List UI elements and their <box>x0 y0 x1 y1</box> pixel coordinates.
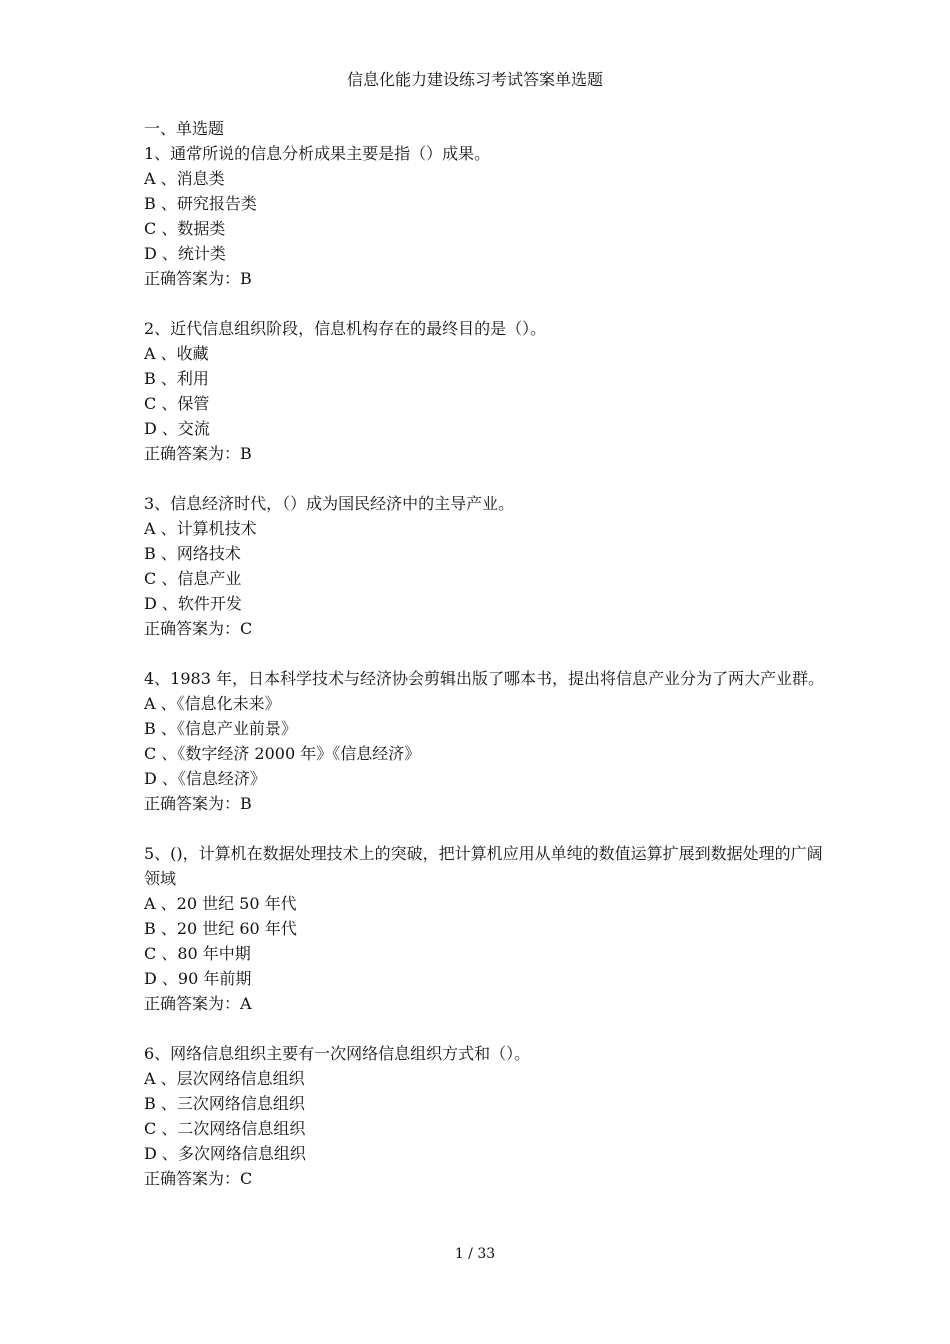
question-text: 3、信息经济时代，（）成为国民经济中的主导产业。 <box>144 494 515 513</box>
answer-text: 正确答案为：C <box>144 619 253 638</box>
option-c: C 、保管 <box>144 394 210 413</box>
page-number: 1 / 33 <box>454 1246 496 1262</box>
question-text: 5、()，计算机在数据处理技术上的突破，把计算机应用从单纯的数值运算扩展到数据处理的广阔领域 <box>144 844 823 888</box>
question-5 <box>144 841 824 1016</box>
document-body <box>144 116 824 1216</box>
option-b: B 、《信息产业前景》 <box>144 719 297 738</box>
option-d: D 、交流 <box>144 419 210 438</box>
answer-text: 正确答案为：A <box>144 994 252 1013</box>
answer-text: 正确答案为：B <box>144 794 252 813</box>
answer-text: 正确答案为：B <box>144 444 252 463</box>
question-text: 2、近代信息组织阶段，信息机构存在的最终目的是（）。 <box>144 319 547 338</box>
section-heading: 一、单选题 <box>144 119 225 138</box>
question-1 <box>144 141 824 291</box>
option-b: B 、三次网络信息组织 <box>144 1094 305 1113</box>
question-3 <box>144 491 824 641</box>
option-c: C 、80 年中期 <box>144 944 251 963</box>
option-b: B 、利用 <box>144 369 209 388</box>
option-b: B 、研究报告类 <box>144 194 257 213</box>
answer-text: 正确答案为：C <box>144 1169 253 1188</box>
option-b: B 、网络技术 <box>144 544 241 563</box>
option-d: D 、90 年前期 <box>144 969 252 988</box>
option-a: A 、收藏 <box>144 344 209 363</box>
question-text: 4、1983 年，日本科学技术与经济协会剪辑出版了哪本书，提出将信息产业分为了两大产业群。 <box>144 669 824 688</box>
question-2 <box>144 316 824 466</box>
option-c: C 、信息产业 <box>144 569 242 588</box>
option-d: D 、《信息经济》 <box>144 769 266 788</box>
question-4 <box>144 666 824 816</box>
option-a: A 、《信息化未来》 <box>144 694 281 713</box>
option-a: A 、计算机技术 <box>144 519 257 538</box>
option-c: C 、《数字经济 2000 年》《信息经济》 <box>144 744 421 763</box>
question-6 <box>144 1041 824 1191</box>
option-d: D 、多次网络信息组织 <box>144 1144 306 1163</box>
page-title: 信息化能力建设练习考试答案单选题 <box>346 70 603 89</box>
answer-text: 正确答案为：B <box>144 269 252 288</box>
option-a: A 、层次网络信息组织 <box>144 1069 305 1088</box>
option-b: B 、20 世纪 60 年代 <box>144 919 297 938</box>
option-c: C 、二次网络信息组织 <box>144 1119 306 1138</box>
question-text: 6、网络信息组织主要有一次网络信息组织方式和（）。 <box>144 1044 531 1063</box>
option-a: A 、20 世纪 50 年代 <box>144 894 297 913</box>
option-d: D 、软件开发 <box>144 594 242 613</box>
question-text: 1、通常所说的信息分析成果主要是指（）成果。 <box>144 144 491 163</box>
option-c: C 、数据类 <box>144 219 226 238</box>
option-d: D 、统计类 <box>144 244 226 263</box>
option-a: A 、消息类 <box>144 169 225 188</box>
